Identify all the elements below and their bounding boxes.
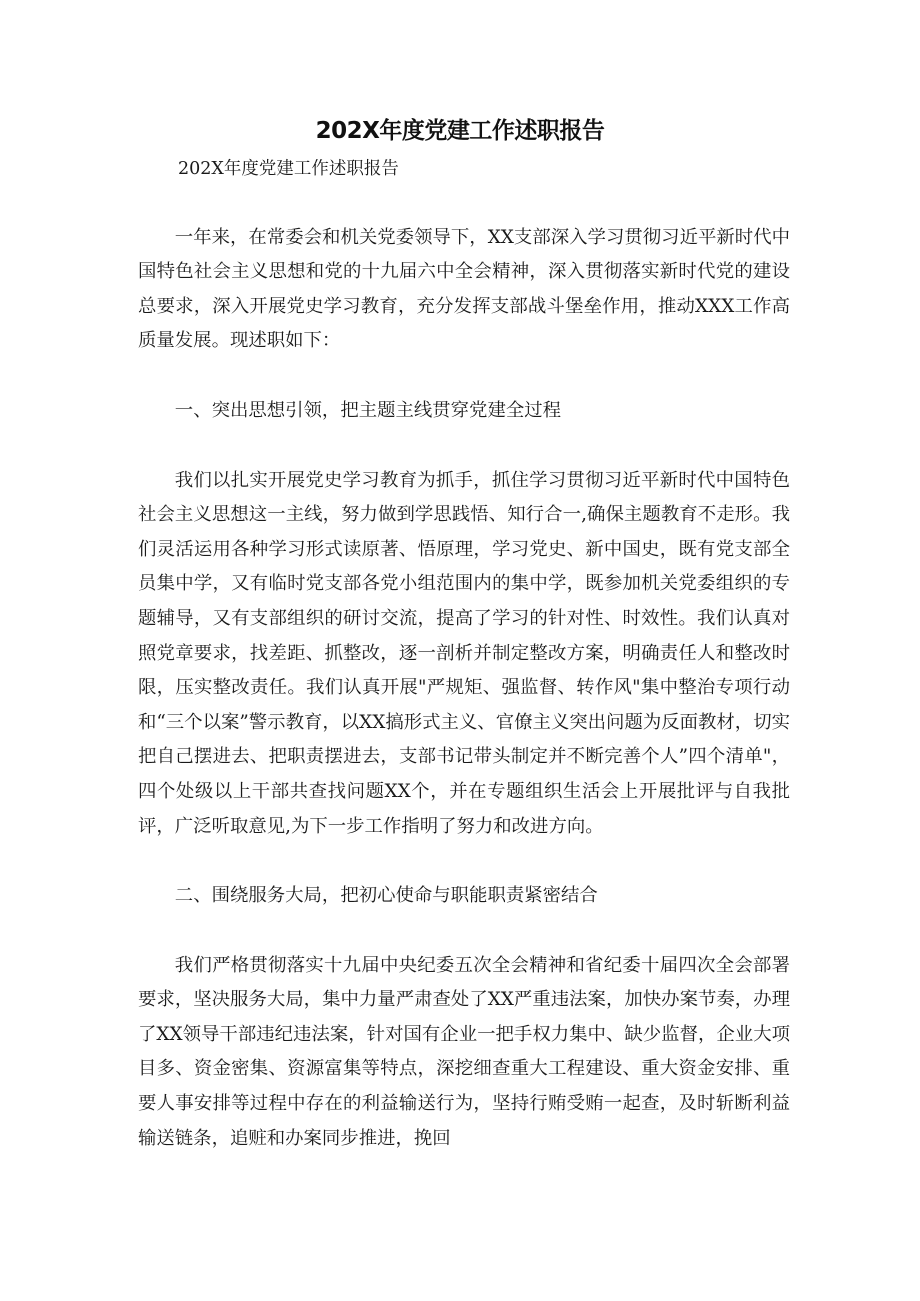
- section-1-heading: 一、突出思想引领，把主题主线贯穿党建全过程: [174, 399, 562, 421]
- spacer: [138, 429, 790, 464]
- document-subtitle: 202X年度党建工作述职报告: [178, 159, 399, 179]
- spacer: [138, 187, 790, 221]
- document-title: 202X年度党建工作述职报告: [315, 118, 605, 144]
- section-2-paragraph: 我们严格贯彻落实十九届中央纪委五次全会精神和省纪委十届四次全会部署要求，坚决服务大局，集中力量严肃查处了XX严重违法案，加快办案节奏，办理了XX领导干部违纪违法案，针对国有企业一把手权力集中、缺少监督，企业大项目多、资金密集、资源富集等特点，深挖细查重大工程建设、重大资金安排、重要人事安排等过程中存在的利益输送行为，坚持行贿受贿一起查，及时斩断利益输送链条，追赃和办案同步推进，挽回: [138, 954, 790, 1149]
- spacer: [138, 914, 790, 949]
- document-body: [138, 152, 790, 1156]
- spacer: [138, 359, 790, 394]
- section-2-heading: 二、围绕服务大局，把初心使命与职能职责紧密结合: [174, 885, 598, 907]
- intro-paragraph: 一年来，在常委会和机关党委领导下，XX支部深入学习贯彻习近平新时代中国特色社会主义思想和党的十九届六中全会精神，深入贯彻落实新时代党的建设总要求，深入开展党史学习教育，充分发挥支部战斗堡垒作用，推动XXX工作高质量发展。现述职如下：: [138, 226, 790, 352]
- spacer: [138, 844, 790, 879]
- section-1-paragraph: 我们以扎实开展党史学习教育为抓手，抓住学习贯彻习近平新时代中国特色社会主义思想这一主线，努力做到学思践悟、知行合一,确保主题教育不走形。我们灵活运用各种学习形式读原著、悟原理，学习党史、新中国史，既有党支部全员集中学，又有临时党支部各党小组范围内的集中学，既参加机关党委组织的专题辅导，又有支部组织的研讨交流，提高了学习的针对性、时效性。我们认真对照党章要求，找差距、抓整改，逐一剖析并制定整改方案，明确责任人和整改时限，压实整改责任。我们认真开展"严规矩、强监督、转作风"集中整治专项行动和“三个以案”警示教育，以XX搞形式主义、官僚主义突出问题为反面教材，切实把自己摆进去、把职责摆进去，支部书记带头制定并不断完善个人”四个清单"，四个处级以上干部共查找问题XX个，并在专题组织生活会上开展批评与自我批评，广泛听取意见,为下一步工作指明了努力和改进方向。: [138, 469, 790, 837]
